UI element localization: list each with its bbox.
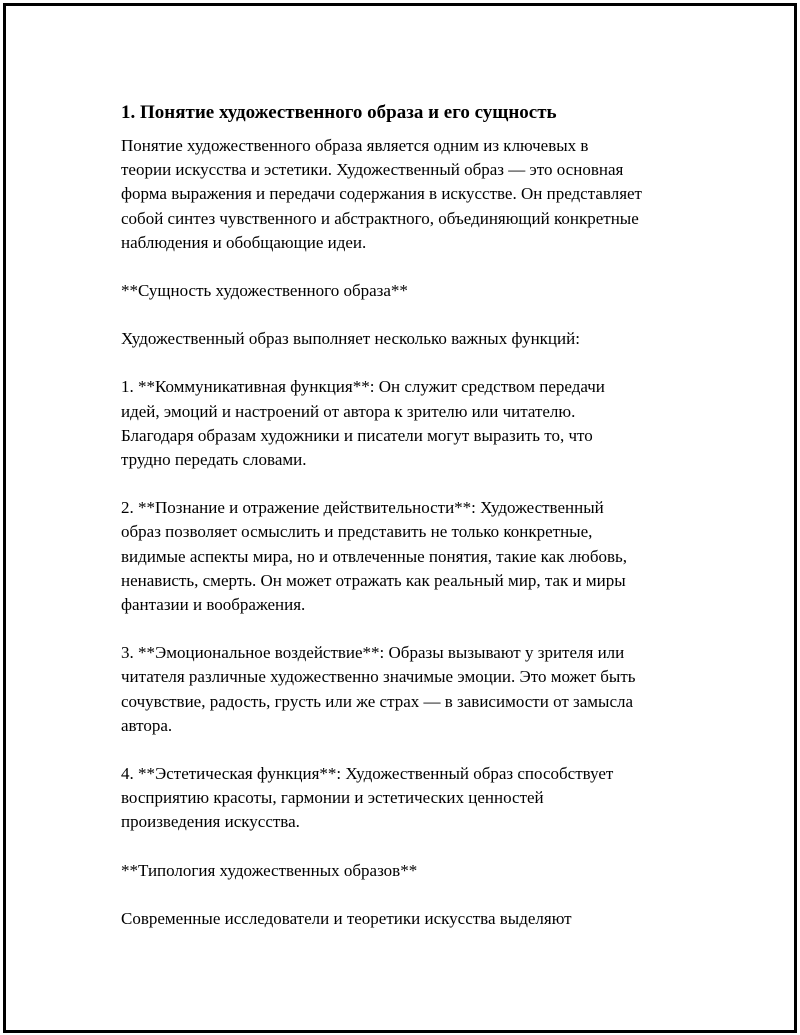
text-line: Понятие художественного образа является одним из ключевых в bbox=[121, 136, 589, 155]
text-line: наблюдения и обобщающие идеи. bbox=[121, 232, 367, 252]
text-line: видимые аспекты мира, но и отвлеченные понятия, такие как любовь, bbox=[121, 546, 628, 566]
paragraph-typology-heading bbox=[121, 859, 701, 883]
paragraph-essence-heading bbox=[121, 279, 701, 303]
text-line: читателя различные художественно значимые эмоции. Это может быть bbox=[121, 667, 636, 687]
text-line: трудно передать словами. bbox=[121, 450, 307, 470]
text-line: фантазии и воображения. bbox=[121, 595, 306, 615]
text-line: Современные исследователи и теоретики искусства выделяют bbox=[121, 908, 572, 928]
text-line: **Типология художественных образов** bbox=[121, 860, 418, 880]
text-line: образ позволяет осмыслить и представить не только конкретные, bbox=[121, 522, 593, 542]
text-line: 4. **Эстетическая функция**: Художественный образ способствует bbox=[121, 764, 614, 784]
paragraph-function-1 bbox=[121, 375, 701, 472]
text-line: 2. **Познание и отражение действительности**: Художественный bbox=[121, 498, 604, 518]
text-line: автора. bbox=[121, 715, 173, 735]
paragraph-function-4 bbox=[121, 762, 701, 835]
paragraph-typology-intro bbox=[121, 907, 701, 931]
document-page bbox=[3, 3, 797, 1033]
text-line: 1. **Коммуникативная функция**: Он служит средством передачи bbox=[121, 377, 605, 397]
text-line: идей, эмоций и настроений от автора к зрителю или читателю. bbox=[121, 401, 576, 421]
text-line: собой синтез чувственного и абстрактного, объединяющий конкретные bbox=[121, 208, 639, 228]
text-line: теории искусства и эстетики. Художественный образ — это основная bbox=[121, 160, 624, 180]
text-line: **Сущность художественного образа** bbox=[121, 281, 408, 301]
text-line: Благодаря образам художники и писатели могут выразить то, что bbox=[121, 425, 593, 445]
paragraph-functions-intro bbox=[121, 327, 701, 351]
section-heading: 1. Понятие художественного образа и его сущность bbox=[121, 102, 557, 123]
document-body bbox=[121, 100, 701, 955]
paragraph-function-3 bbox=[121, 641, 701, 738]
text-line: сочувствие, радость, грусть или же страх — в зависимости от замысла bbox=[121, 691, 634, 711]
text-line: произведения искусства. bbox=[121, 812, 300, 832]
paragraph-intro bbox=[121, 134, 701, 255]
text-line: 3. **Эмоциональное воздействие**: Образы вызывают у зрителя или bbox=[121, 643, 625, 663]
text-line: ненависть, смерть. Он может отражать как реальный мир, так и миры bbox=[121, 570, 626, 590]
text-line: восприятию красоты, гармонии и эстетических ценностей bbox=[121, 788, 544, 808]
paragraph-function-2 bbox=[121, 496, 701, 617]
text-line: форма выражения и передачи содержания в искусстве. Он представляет bbox=[121, 184, 642, 204]
text-line: Художественный образ выполняет несколько важных функций: bbox=[121, 329, 580, 349]
